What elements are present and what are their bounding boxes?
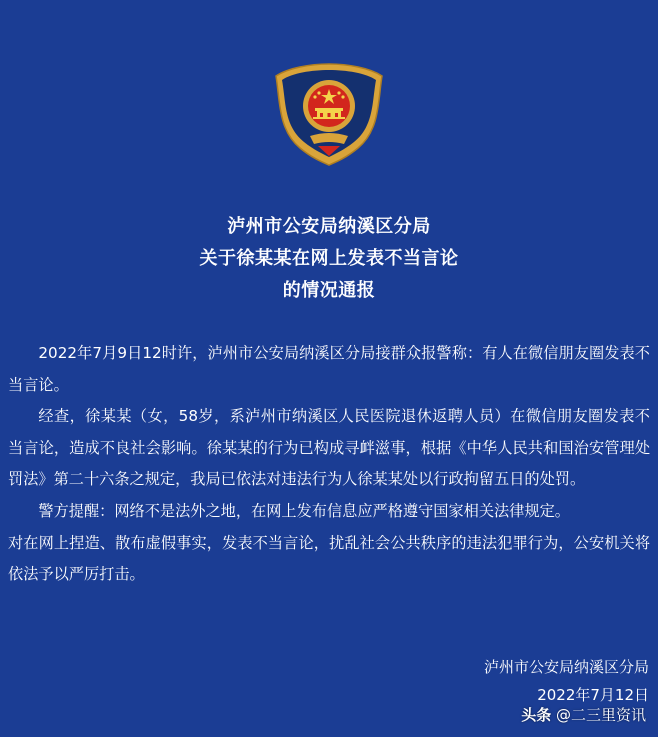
notice-paragraph-warning: 对在网上捏造、散布虚假事实，发表不当言论，扰乱社会公共秩序的违法犯罪行为，公安机关将依法予以严厉打击。 <box>8 533 650 584</box>
notice-title-line-1: 泸州市公安局纳溪区分局 <box>227 216 431 237</box>
signoff-date: 2022年7月12日 <box>537 686 649 704</box>
watermark-brand: 头条 <box>521 706 552 724</box>
notice-paragraph-investigation: 经查，徐某某（女，58岁，系泸州市纳溪区人民医院退休返聘人员）在微信朋友圈发表不当言论，造成不良社会影响。徐某某的行为已构成寻衅滋事，根据《中华人民共和国治安管理处罚法》第二十六条之规定，我局已依法对违法行为人徐某某处以行政拘留五日的处罚。 <box>8 407 650 489</box>
notice-paragraph-reminder: 警方提醒：网络不是法外之地，在网上发布信息应严格遵守国家相关法律规定。 <box>38 501 570 520</box>
notice-body <box>8 338 650 591</box>
signoff-organization: 泸州市公安局纳溪区分局 <box>483 658 649 676</box>
source-watermark <box>521 704 646 725</box>
notice-title-line-3: 的情况通报 <box>282 280 376 301</box>
notice-title-line-2: 关于徐某某在网上发表不当言论 <box>199 248 459 269</box>
police-emblem-icon <box>270 60 388 168</box>
watermark-handle: @二三里资讯 <box>555 706 646 724</box>
notice-paragraph-report: 2022年7月9日12时许，泸州市公安局纳溪区分局接群众报警称：有人在微信朋友圈发表不当言论。 <box>8 344 650 394</box>
